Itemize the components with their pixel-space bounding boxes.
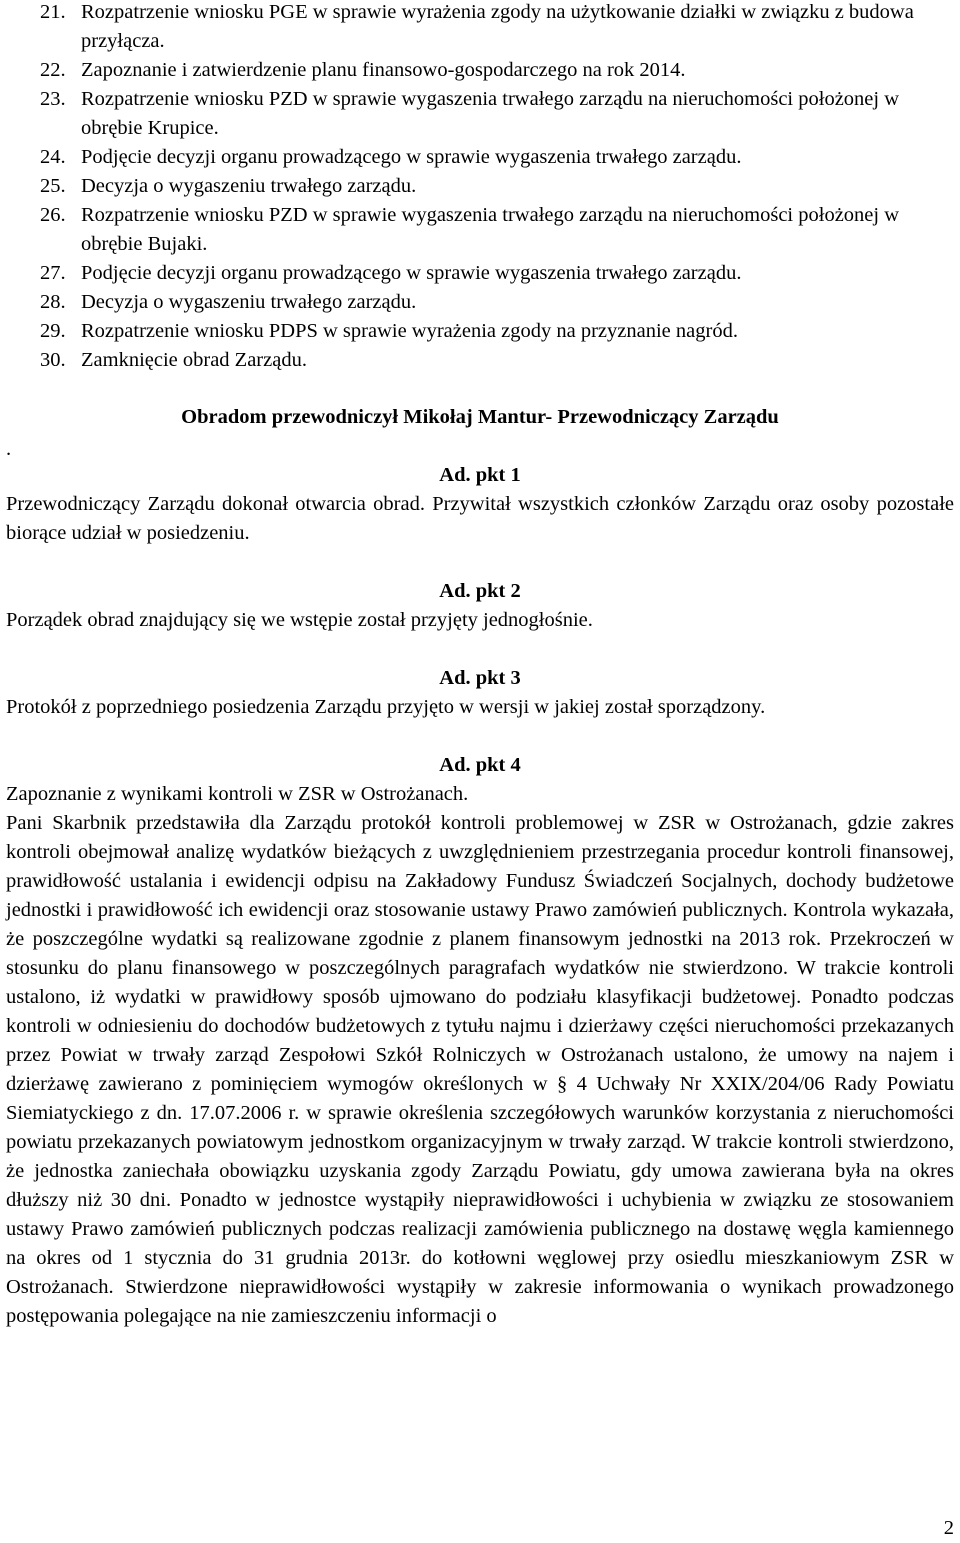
section-heading-pkt4: Ad. pkt 4 — [439, 754, 521, 776]
spacer — [6, 548, 954, 577]
agenda-number: 24. — [40, 146, 66, 168]
agenda-text: Decyzja o wygaszeniu trwałego zarządu. — [81, 291, 417, 313]
agenda-number: 22. — [40, 59, 66, 81]
section-text-pkt2: Porządek obrad znajdujący się we wstępie został przyjęty jednogłośnie. — [6, 609, 593, 631]
agenda-item-22 — [0, 56, 960, 85]
agenda-number: 23. — [40, 88, 66, 110]
section-heading-pkt2: Ad. pkt 2 — [439, 580, 521, 602]
agenda-item-29 — [0, 317, 960, 346]
section-heading-pkt3: Ad. pkt 3 — [439, 667, 521, 689]
stray-dot: . — [6, 438, 12, 460]
agenda-number: 25. — [40, 175, 66, 197]
agenda-item-26 — [0, 201, 960, 259]
agenda-number: 27. — [40, 262, 66, 284]
agenda-item-27 — [0, 259, 960, 288]
agenda-item-25 — [0, 172, 960, 201]
section-intro-pkt4: Zapoznanie z wynikami kontroli w ZSR w Ostrożanach. — [6, 783, 469, 805]
section-heading-pkt1: Ad. pkt 1 — [439, 464, 521, 486]
agenda-item-21 — [0, 0, 960, 56]
spacer — [6, 722, 954, 751]
agenda-text: Rozpatrzenie wniosku PDPS w sprawie wyrażenia zgody na przyznanie nagród. — [81, 320, 738, 342]
agenda-number: 21. — [40, 1, 66, 23]
agenda-text: Rozpatrzenie wniosku PZD w sprawie wygaszenia trwałego zarządu na nieruchomości położonej w obrębie Bujaki. — [81, 204, 900, 255]
minutes-sections — [6, 461, 954, 1331]
agenda-text: Decyzja o wygaszeniu trwałego zarządu. — [81, 175, 417, 197]
agenda-item-23 — [0, 85, 960, 143]
agenda-number: 30. — [40, 349, 66, 371]
agenda-text: Rozpatrzenie wniosku PZD w sprawie wygaszenia trwałego zarządu na nieruchomości położonej w obrębie Krupice. — [81, 88, 900, 139]
agenda-text: Zamknięcie obrad Zarządu. — [81, 349, 307, 371]
agenda-text: Rozpatrzenie wniosku PGE w sprawie wyrażenia zgody na użytkowanie działki w związku z budowa przyłącza. — [81, 1, 914, 52]
section-text-pkt3: Protokół z poprzedniego posiedzenia Zarządu przyjęto w wersji w jakiej został sporządzony. — [6, 696, 766, 718]
section-text-pkt1: Przewodniczący Zarządu dokonał otwarcia obrad. Przywitał wszystkich członków Zarządu oraz osoby pozostałe biorące udział w posiedzeniu. — [6, 493, 954, 544]
agenda-list — [0, 0, 960, 375]
spacer — [6, 635, 954, 664]
agenda-text: Zapoznanie i zatwierdzenie planu finansowo-gospodarczego na rok 2014. — [81, 59, 686, 81]
agenda-number: 29. — [40, 320, 66, 342]
agenda-text: Podjęcie decyzji organu prowadzącego w sprawie wygaszenia trwałego zarządu. — [81, 262, 742, 284]
agenda-item-28 — [0, 288, 960, 317]
chairman-heading: Obradom przewodniczył Mikołaj Mantur- Przewodniczący Zarządu — [181, 406, 779, 428]
agenda-text: Podjęcie decyzji organu prowadzącego w sprawie wygaszenia trwałego zarządu. — [81, 146, 742, 168]
page-number: 2 — [943, 1517, 954, 1539]
agenda-item-24 — [0, 143, 960, 172]
agenda-item-30 — [0, 346, 960, 375]
agenda-number: 26. — [40, 204, 66, 226]
agenda-number: 28. — [40, 291, 66, 313]
section-text-pkt4: Pani Skarbnik przedstawiła dla Zarządu protokół kontroli problemowej w ZSR w Ostrożanach, gdzie zakres kontroli obejmował analizę wydatków bieżących z uwzględnieniem przestrzegania procedur kontroli finansowej, prawidłowość ustalania i ewidencji odpisu na Zakładowy Fundusz Świadczeń Socjalnych, dochody budżetowe jednostki i prawidłowość ich ewidencji oraz stosowanie ustawy Prawo zamówień publicznych. Kontrola wykazała, że poszczególne wydatki są realizowane zgodnie z planem finansowym jednostki na 2013 rok. Przekroczeń w stosunku do planu finansowego w poszczególnych paragrafach wydatków nie stwierdzono. W trakcie kontroli ustalono, iż wydatki w prawidłowy sposób ujmowano do podziału klasyfikacji budżetowej. Ponadto podczas kontroli w odniesieniu do dochodów budżetowych z tytułu najmu i dzierżawy części nieruchomości przekazanych przez Powiat w trwały zarząd Zespołowi Szkół Rolniczych w Ostrożanach ustalono, że umowy na najem i dzierżawę zawierano z pominięciem wymogów określonych w § 4 Uchwały Nr XXIX/204/06 Rady Powiatu Siemiatyckiego z dn. 17.07.2006 r. w sprawie określenia szczegółowych warunków korzystania z nieruchomości powiatu przekazanych powiatowym jednostkom organizacyjnym w trwały zarząd. W trakcie kontroli stwierdzono, że jednostka zaniechała obowiązku uzyskania zgody Zarządu Powiatu, gdy umowa zawierana była na okres dłuższy niż 30 dni. Ponadto w jednostce wystąpiły nieprawidłowości i uchybienia w związku ze stosowaniem ustawy Prawo zamówień publicznych podczas realizacji zamówienia publicznego na dostawę węgla kamiennego na okres od 1 stycznia do 31 grudnia 2013r. do kotłowni węglowej przy osiedlu mieszkaniowym ZSR w Ostrożanach. Stwierdzone nieprawidłowości wystąpiły w zakresie informowania o wynikach prowadzonego postępowania polegające na nie zamieszczeniu informacji o — [6, 812, 954, 1327]
